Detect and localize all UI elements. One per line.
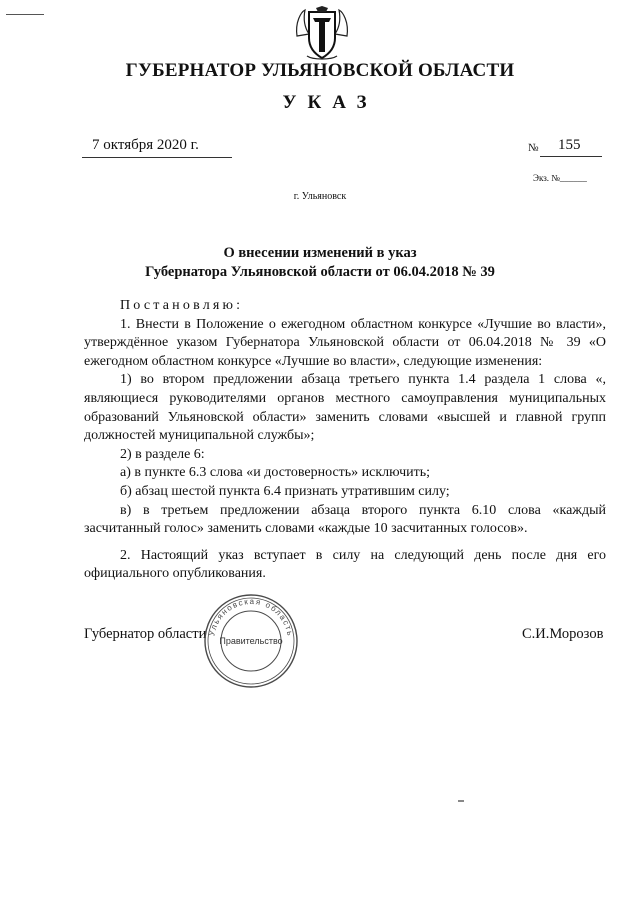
decree-body: [84, 297, 606, 584]
subject-line-2: Губернатора Ульяновской области от 06.04.2018 № 39: [145, 264, 495, 280]
issuer-title: ГУБЕРНАТОР УЛЬЯНОВСКОЙ ОБЛАСТИ: [125, 60, 515, 81]
paragraph-1-item-2c: в) в третьем предложении абзаца второго пункта 6.10 слова «каждый засчитанный голос» заменить словами «каждые 10 засчитанных голосов».: [84, 502, 606, 537]
subject-line-1: О внесении изменений в указ: [223, 245, 417, 261]
decree-lead: Постановляю:: [120, 298, 244, 313]
copy-number: Экз. №______: [533, 173, 587, 183]
signatory-position: Губернатор области: [84, 626, 207, 642]
document-date: 7 октября 2020 г.: [92, 137, 199, 153]
paragraph-1-item-2a: а) в пункте 6.3 слова «и достоверность» исключить;: [120, 465, 431, 481]
paragraph-1-item-2: 2) в разделе 6:: [120, 446, 205, 462]
number-sign: №: [528, 142, 539, 154]
date-underline: [82, 157, 232, 158]
paragraph-2: 2. Настоящий указ вступает в силу на следующий день после дня его официального опубликования.: [84, 547, 606, 582]
seal-ring-text: Ульяновская область: [207, 596, 295, 638]
document-type: УКАЗ: [282, 92, 378, 113]
paragraph-1-item-1: 1) во втором предложении абзаца третьего пункта 1.4 раздела 1 слова «, являющиеся руководителями органов местного самоуправления муниципальных образований Ульяновской области» заменить словами «высшей и главной групп должностей муниципальной службы»;: [84, 372, 606, 444]
paragraph-1-item-2b: б) абзац шестой пункта 6.4 признать утратившим силу;: [120, 483, 450, 499]
paragraph-1: 1. Внести в Положение о ежегодном областном конкурсе «Лучшие во власти», утверждённое указом Губернатора Ульяновской области от 06.04.2018 № 39 «О ежегодном областном конкурсе «Лучшие во власти», следующие изменения:: [84, 316, 606, 369]
official-seal: [201, 592, 301, 690]
document-number: 155: [558, 137, 581, 153]
city: г. Ульяновск: [293, 191, 347, 202]
coat-of-arms-icon: [293, 6, 351, 62]
signatory-name: С.И.Морозов: [522, 626, 604, 642]
corner-mark: [6, 14, 44, 15]
scan-speck: [458, 800, 464, 802]
number-underline: [540, 156, 602, 157]
seal-center-text: Правительство: [219, 636, 283, 646]
document-subject: [0, 244, 640, 282]
